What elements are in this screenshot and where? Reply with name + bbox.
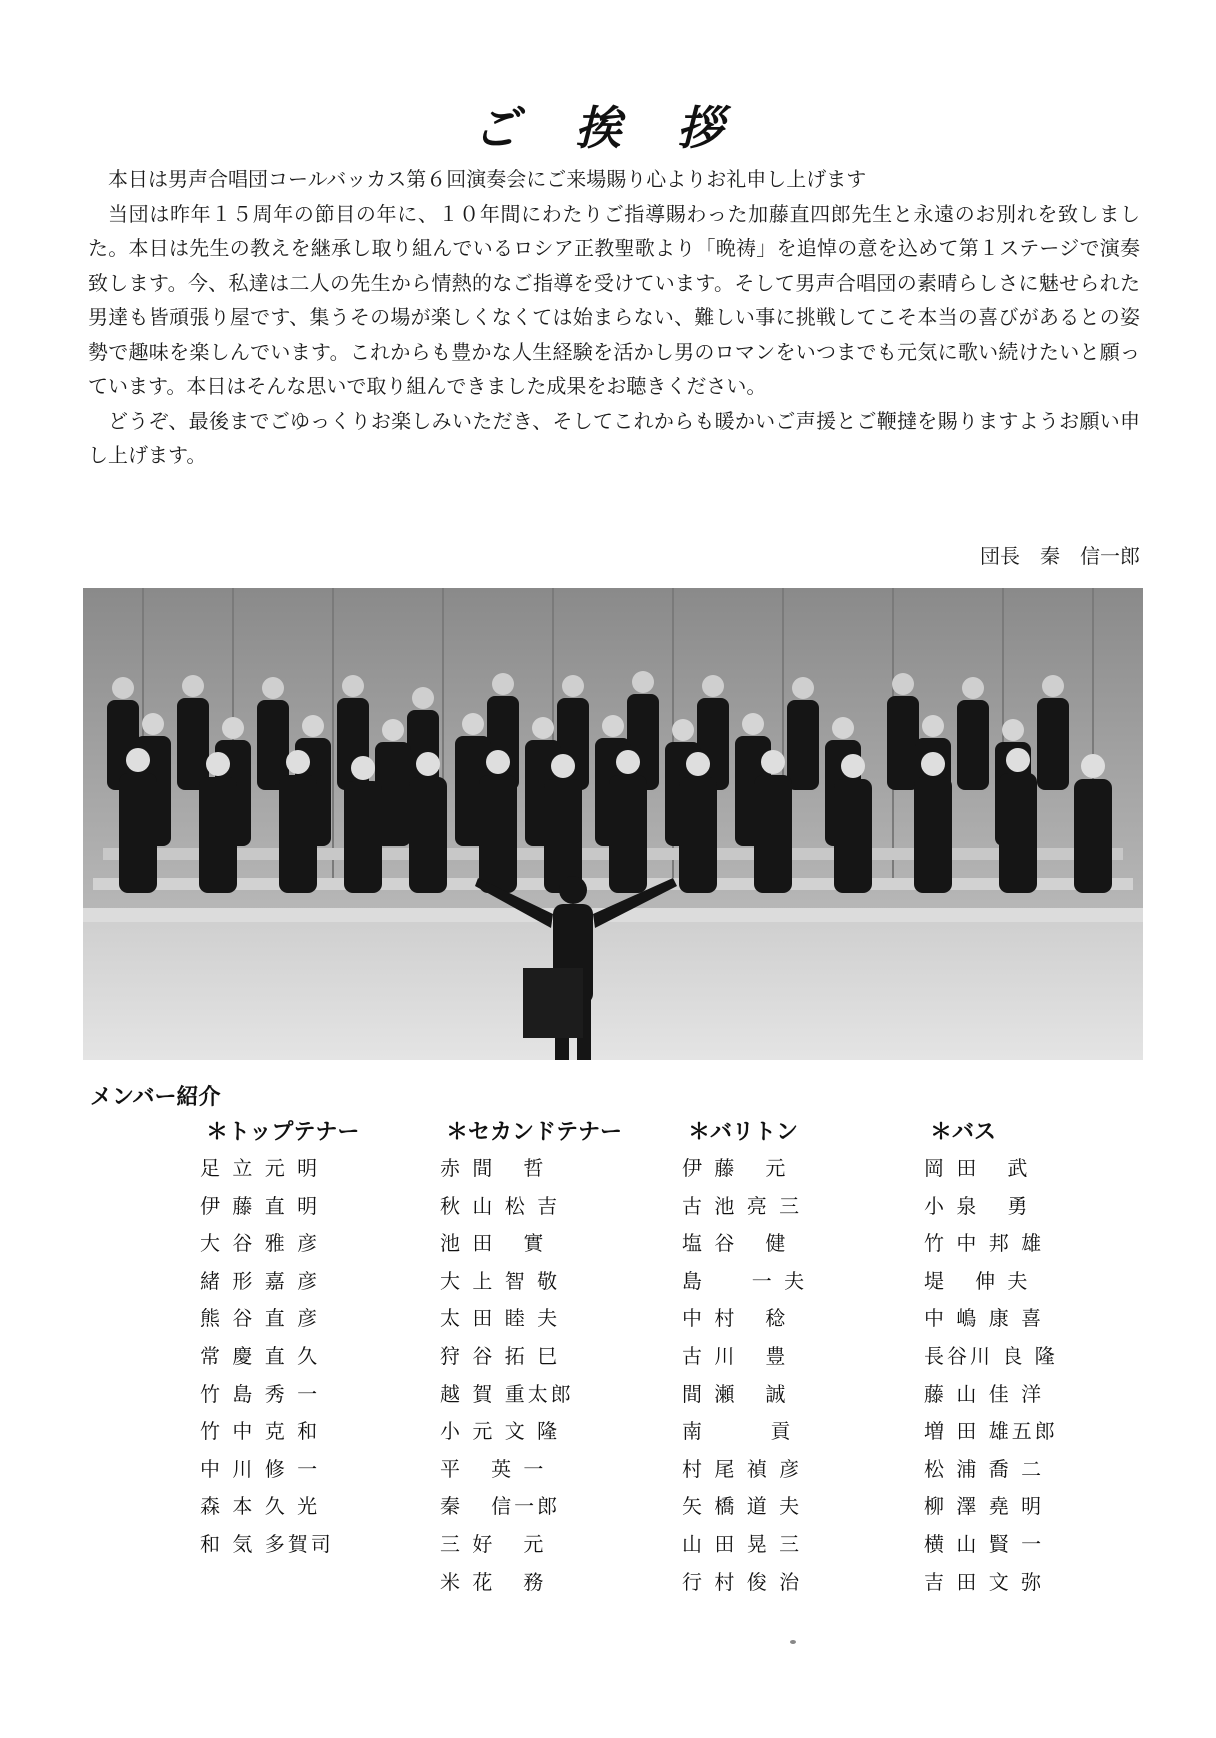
member-name: 秦 信一郎 (440, 1494, 561, 1519)
part-title: ＊トップテナー (206, 1120, 360, 1145)
member-name: 山 田 晃 三 (682, 1531, 803, 1556)
member-list (440, 1150, 640, 1601)
member-name: 行 村 俊 治 (682, 1569, 803, 1594)
member-name: 常 慶 直 久 (200, 1343, 321, 1368)
part-top-tenor (200, 1116, 400, 1564)
member-list (200, 1150, 400, 1564)
member-name: 狩 谷 拓 巳 (440, 1343, 561, 1368)
member-name: 村 尾 禎 彦 (682, 1456, 803, 1481)
member-name: 秋 山 松 吉 (440, 1193, 561, 1218)
member-name: 池 田 實 (440, 1231, 547, 1256)
signature: 団長 秦 信一郎 (980, 544, 1140, 568)
member-name: 南 貢 (682, 1419, 794, 1444)
greeting-paragraph-1: 本日は男声合唱団コールバッカス第６回演奏会にご来場賜り心よりお礼申し上げます (108, 167, 867, 191)
member-name: 中 村 稔 (682, 1306, 789, 1331)
part-title: ＊セカンドテナー (446, 1120, 623, 1145)
part-second-tenor (440, 1116, 640, 1601)
member-name: 島 一 夫 (682, 1268, 808, 1293)
choir-photo (83, 588, 1143, 1060)
member-name: 太 田 睦 夫 (440, 1306, 561, 1331)
member-name: 中 川 修 一 (200, 1456, 321, 1481)
member-name: 森 本 久 光 (200, 1494, 321, 1519)
member-name: 藤 山 佳 洋 (924, 1381, 1045, 1406)
greeting-text (88, 162, 1140, 473)
member-name: 堤 伸 夫 (924, 1268, 1031, 1293)
member-name: 大 上 智 敬 (440, 1268, 561, 1293)
member-name: 矢 橋 道 夫 (682, 1494, 803, 1519)
member-name: 小 元 文 隆 (440, 1419, 561, 1444)
member-name: 緒 形 嘉 彦 (200, 1268, 321, 1293)
page-title: ご 挨 拶 (472, 101, 744, 155)
member-name: 小 泉 勇 (924, 1193, 1031, 1218)
member-list (682, 1150, 882, 1601)
member-name: 中 嶋 康 喜 (924, 1306, 1045, 1331)
member-name: 吉 田 文 弥 (924, 1569, 1045, 1594)
member-name: 柳 澤 堯 明 (924, 1494, 1045, 1519)
member-name: 古 池 亮 三 (682, 1193, 803, 1218)
member-name: 竹 中 邦 雄 (924, 1231, 1045, 1256)
member-name: 大 谷 雅 彦 (200, 1231, 321, 1256)
part-bass (924, 1116, 1124, 1601)
member-name: 増 田 雄五郎 (924, 1419, 1058, 1444)
member-name: 松 浦 喬 二 (924, 1456, 1045, 1481)
part-title: ＊バス (930, 1120, 997, 1145)
greeting-paragraph-2: 当団は昨年１５周年の節目の年に、１０年間にわたりご指導賜わった加藤直四郎先生と永遠のお別れを致しました。本日は先生の教えを継承し取り組んでいるロシア正教聖歌より「晩祷」を追悼の意を込めて第１ステージで演奏致します。今、私達は二人の先生から情熱的なご指導を受けています。そして男声合唱団の素晴らしさに魅せられた男達も皆頑張り屋です、集うその場が楽しくなくては始まらない、難しい事に挑戦してこそ本当の喜びがあるとの姿勢で趣味を楽しんでいます。これからも豊かな人生経験を活かし男のロマンをいつまでも元気に歌い続けたいと願っています。本日はそんな思いで取り組んできました成果をお聴きください。 (88, 201, 1140, 398)
part-baritone (682, 1116, 882, 1601)
member-name: 塩 谷 健 (682, 1231, 789, 1256)
member-list (924, 1150, 1124, 1601)
member-name: 伊 藤 直 明 (200, 1193, 321, 1218)
member-name: 岡 田 武 (924, 1156, 1031, 1180)
member-name: 和 気 多賀司 (200, 1531, 334, 1556)
member-name: 越 賀 重太郎 (440, 1381, 574, 1406)
greeting-paragraph-3: どうぞ、最後までごゆっくりお楽しみいただき、そしてこれからも暖かいご声援とご鞭撻を賜りますようお願い申し上げます。 (88, 408, 1140, 467)
member-name: 赤 間 哲 (440, 1156, 547, 1180)
member-name: 米 花 務 (440, 1569, 547, 1594)
member-name: 竹 島 秀 一 (200, 1381, 321, 1406)
member-name: 伊 藤 元 (682, 1156, 789, 1180)
choir-photo-illustration (83, 588, 1143, 1060)
member-name: 横 山 賢 一 (924, 1531, 1045, 1556)
member-name: 平 英 一 (440, 1456, 547, 1481)
scan-speck (790, 1640, 796, 1644)
members-table (0, 1116, 1216, 1616)
member-name: 竹 中 克 和 (200, 1419, 321, 1444)
part-title: ＊バリトン (688, 1120, 799, 1145)
members-heading: メンバー紹介 (90, 1085, 221, 1110)
member-name: 足 立 元 明 (200, 1156, 321, 1180)
member-name: 熊 谷 直 彦 (200, 1306, 321, 1331)
member-name: 長谷川 良 隆 (924, 1343, 1058, 1368)
member-name: 三 好 元 (440, 1531, 547, 1556)
member-name: 古 川 豊 (682, 1343, 789, 1368)
member-name: 間 瀬 誠 (682, 1381, 789, 1406)
